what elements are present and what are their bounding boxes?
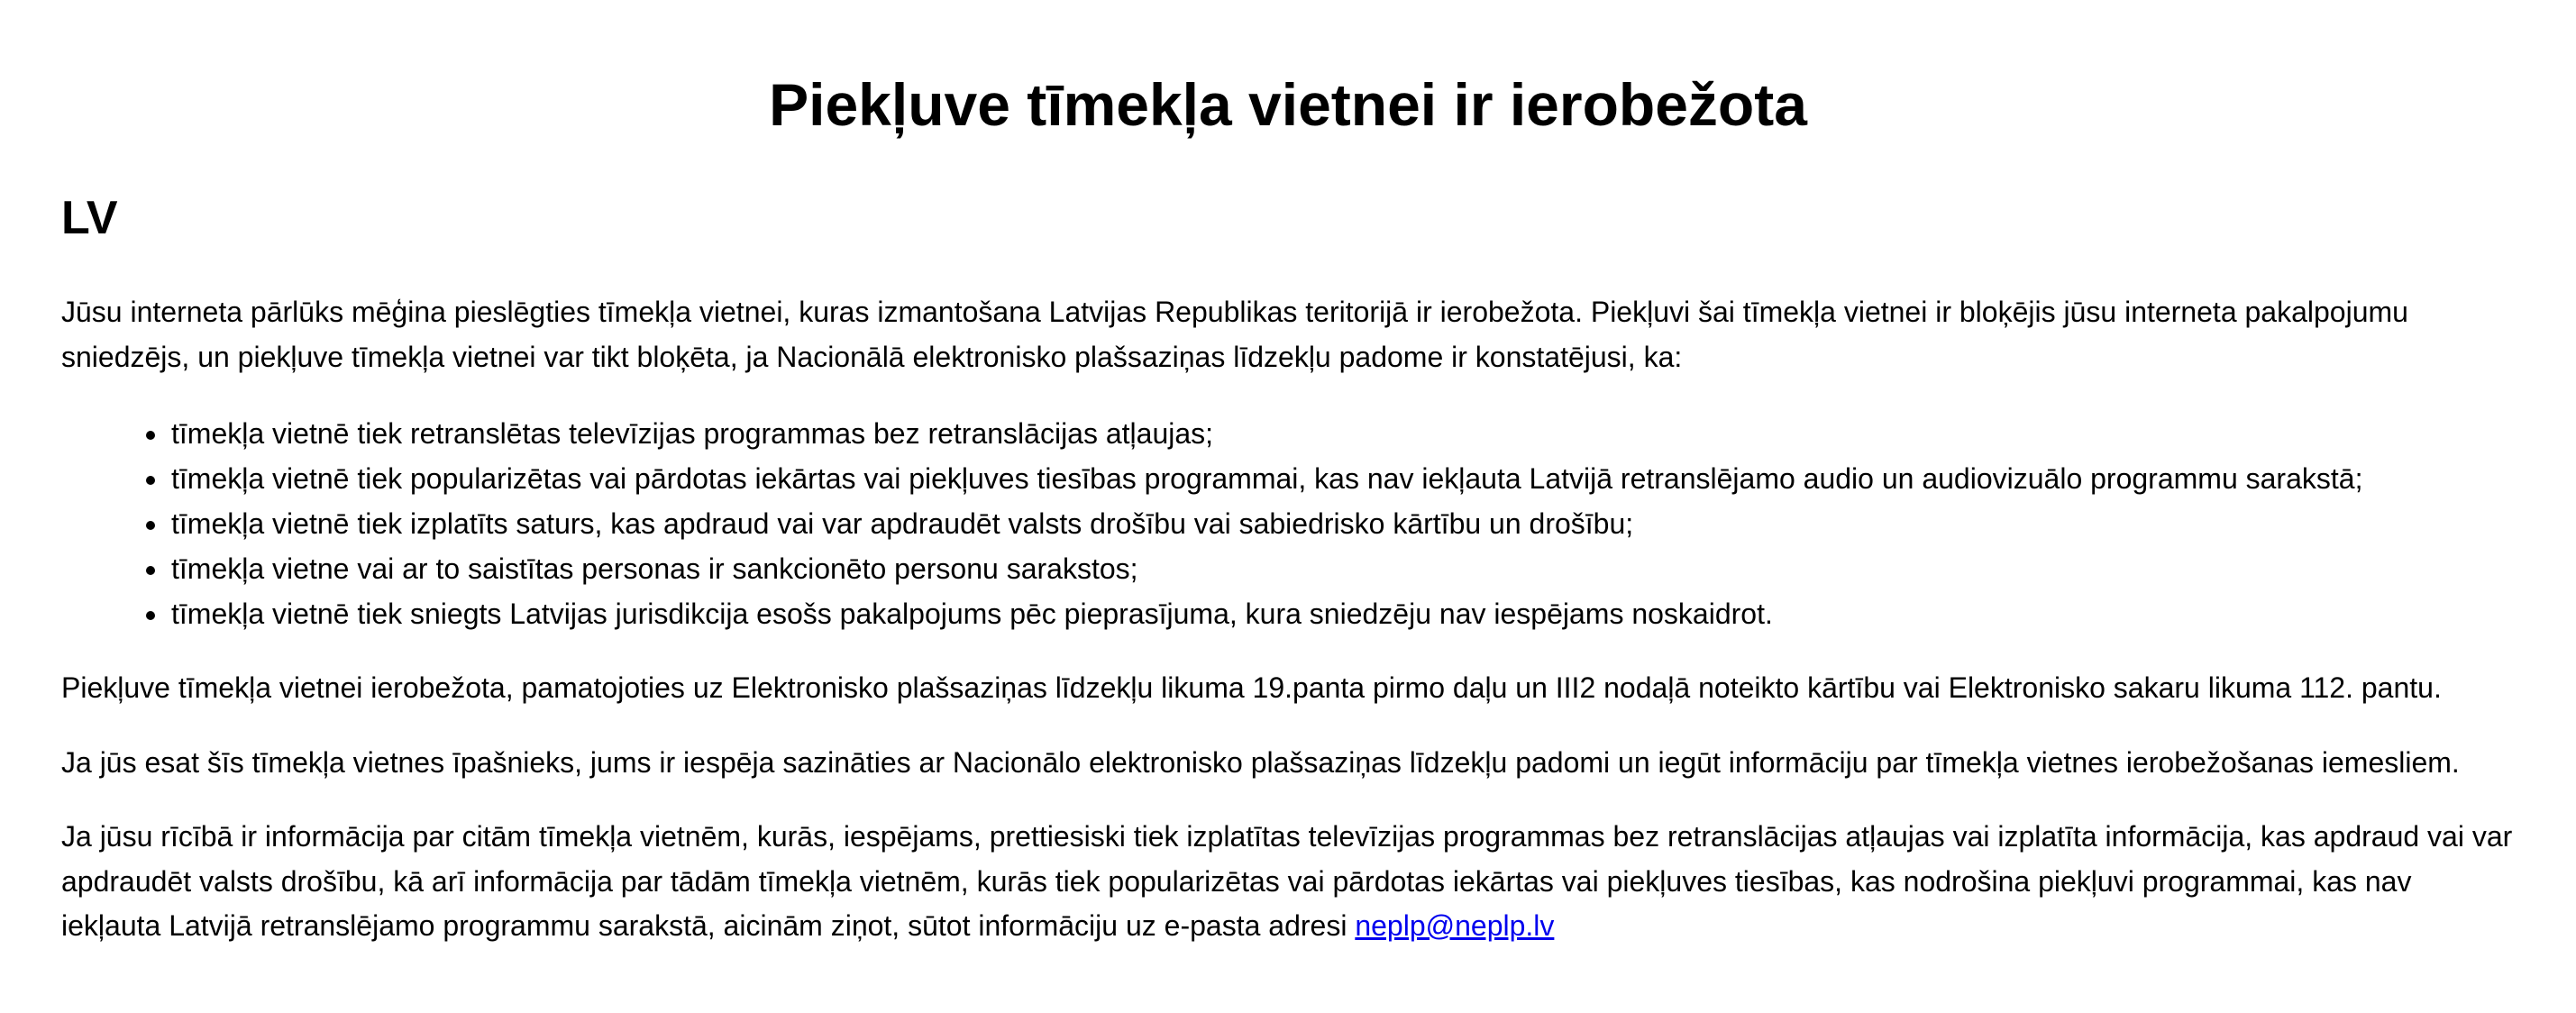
language-heading: LV [61,192,118,244]
reasons-list [61,411,2515,636]
report-text: Ja jūsu rīcībā ir informācija par citām tīmekļa vietnēm, kurās, iespējams, prettiesiski tiek izplatītas televīzijas programmas bez retranslācijas atļaujas vai izplatīta informācija, kas apdraud vai var apdraudēt valsts drošību, kā arī informācija par tādām tīmekļa vietnēm, kurās tiek popularizētas vai pārdotas iekārtas vai piekļuves tiesības, kas nodrošina piekļuvi programmai, kas nav iekļauta Latvijā retranslējamo programmu sarakstā, aicinām ziņot, sūtot informāciju uz e-pasta adresi [61,820,2513,942]
list-item: • tīmekļa vietne vai ar to saistītas personas ir sankcionēto personu sarakstos; [169,546,2515,591]
list-item: • tīmekļa vietnē tiek sniegts Latvijas jurisdikcija esošs pakalpojums pēc pieprasījuma, kura sniedzēju nav iespējams noskaidrot. [169,591,2515,636]
list-item: • tīmekļa vietnē tiek popularizētas vai pārdotas iekārtas vai piekļuves tiesības programmai, kas nav iekļauta Latvijā retranslējamo audio un audiovizuālo programmu sarakstā; [169,456,2515,501]
legal-basis-paragraph: Piekļuve tīmekļa vietnei ierobežota, pamatojoties uz Elektronisko plašsaziņas līdzekļu likuma 19.panta pirmo daļu un III2 nodaļā noteikto kārtību vai Elektronisko sakaru likuma 112. pantu. [61,671,2442,704]
intro-paragraph: Jūsu interneta pārlūks mēģina pieslēgties tīmekļa vietnei, kuras izmantošana Latvijas Republikas teritorijā ir ierobežota. Piekļuvi šai tīmekļa vietnei ir bloķējis jūsu interneta pakalpojumu sniedzējs, un piekļuve tīmekļa vietnei var tikt bloķēta, ja Nacionālā elektronisko plašsaziņas līdzekļu padome ir konstatējusi, ka: [61,296,2408,373]
report-paragraph [61,815,2515,949]
list-item: • tīmekļa vietnē tiek retranslētas televīzijas programmas bez retranslācijas atļaujas; [169,411,2515,456]
owner-info-paragraph: Ja jūs esat šīs tīmekļa vietnes īpašnieks, jums ir iespēja sazināties ar Nacionālo elektronisko plašsaziņas līdzekļu padomi un iegūt informāciju par tīmekļa vietnes ierobežošanas iemesliem. [61,745,2460,779]
page-title: Piekļuve tīmekļa vietnei ir ierobežota [769,71,1807,138]
email-link[interactable]: neplp@neplp.lv [1355,909,1555,942]
list-item: • tīmekļa vietnē tiek izplatīts saturs, kas apdraud vai var apdraudēt valsts drošību vai sabiedrisko kārtību un drošību; [169,501,2515,546]
